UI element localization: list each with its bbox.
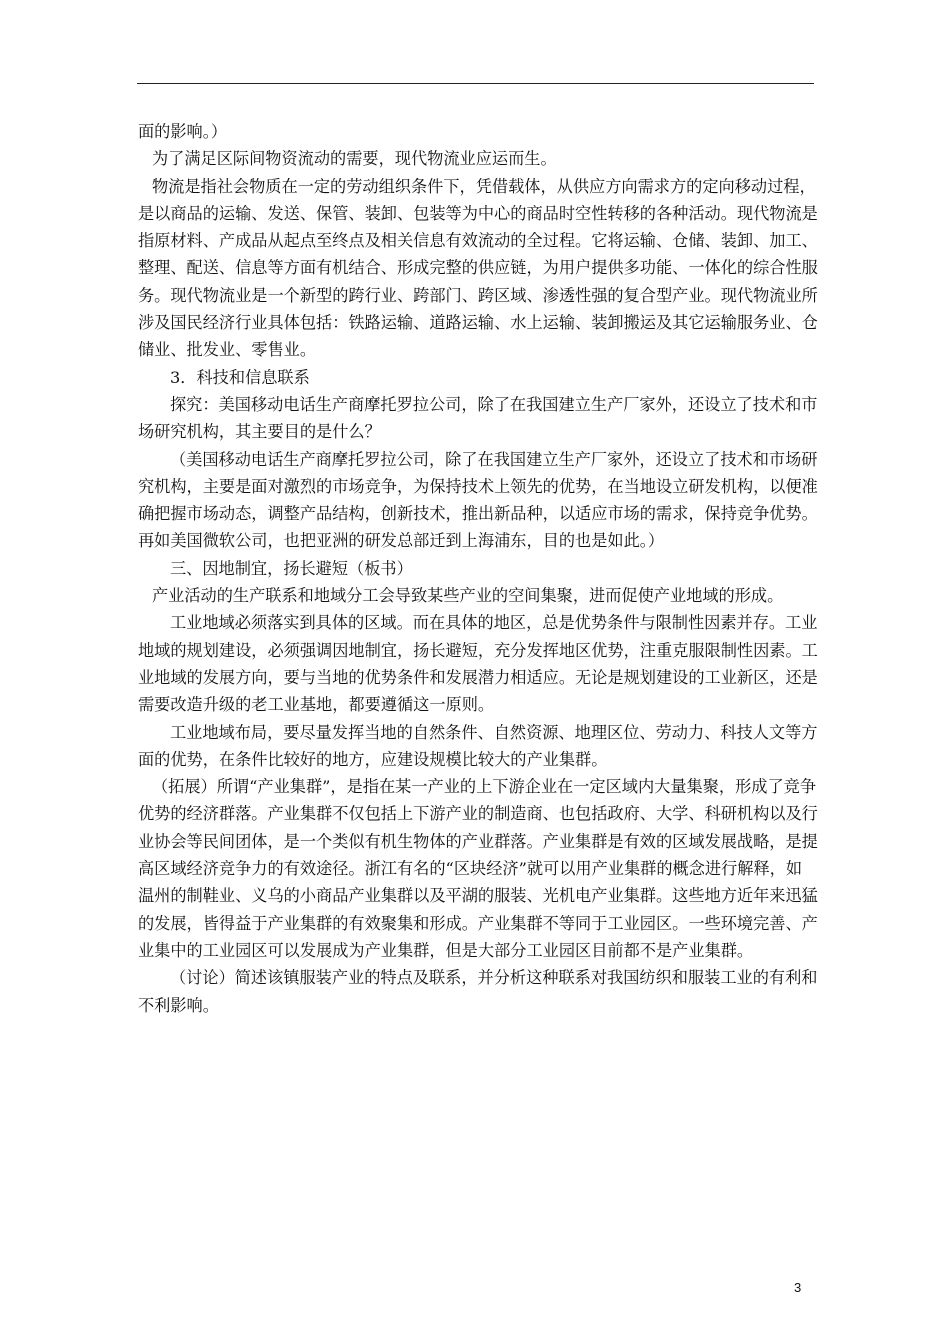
paragraph-spatial-agglomeration: 产业活动的生产联系和地域分工会导致某些产业的空间集聚，进而促使产业地域的形成。 (152, 586, 784, 606)
paragraph-inquiry-question: 探究：美国移动电话生产商摩托罗拉公司，除了在我国建立生产厂家外，还设立了技术和市场研究机构，其主要目的是什么？ (138, 394, 818, 442)
paragraph-inquiry-answer: （美国移动电话生产商摩托罗拉公司，除了在我国建立生产厂家外，还设立了技术和市场研究机构，主要是面对激烈的市场竞争，为保持技术上领先的优势，在当地设立研发机构，以便准确把握市场动态，调整产品结构，创新技术，推出新品种，以适应市场的需求，保持竞争优势。再如美国微软公司，也把亚洲的研发总部迁到上海浦东，目的也是如此。） (138, 449, 818, 551)
paragraph-continuation: 面的影响。） (138, 122, 228, 141)
paragraph-industrial-cluster: （拓展）所谓“产业集群”，是指在某一产业的上下游企业在一定区域内大量集聚，形成了竞争优势的经济群落。产业集群不仅包括上下游产业的制造商、也包括政府、大学、科研机构以及行业协会等民间团体，是一个类似有机生物体的产业群落。产业集群是有效的区域发展战略，是提高区域经济竞争力的有效途径。浙江有名的“区块经济”就可以用产业集群的概念进行解释，如温州的制鞋业、义乌的小商品产业集群以及平湖的服装、光机电产业集群。这些地方近年来迅猛的发展，皆得益于产业集群的有效聚集和形成。产业集群不等同于工业园区。一些环境完善、产业集中的工业园区可以发展成为产业集群，但是大部分工业园区目前都不是产业集群。 (138, 777, 818, 960)
document-body (138, 118, 818, 1019)
paragraph-industrial-layout: 工业地域布局，要尽量发挥当地的自然条件、自然资源、地理区位、劳动力、科技人文等方面的优势，在条件比较好的地方，应建设规模比较大的产业集群。 (138, 722, 818, 769)
paragraph-logistics-definition: 物流是指社会物质在一定的劳动组织条件下，凭借载体，从供应方向需求方的定向移动过程，是以商品的运输、发送、保管、装卸、包装等为中心的商品时空性转移的各种活动。现代物流是指原材料、产成品从起点至终点及相关信息有效流动的全过程。它将运输、仓储、装卸、加工、整理、配送、信息等方面有机结合、形成完整的供应链，为用户提供多功能、一体化的综合性服务。现代物流业是一个新型的跨行业、跨部门、跨区域、渗透性强的复合型产业。现代物流业所涉及国民经济行业具体包括：铁路运输、道路运输、水上运输、装卸搬运及其它运输服务业、仓储业、批发业、零售业。 (138, 176, 818, 360)
paragraph-industrial-region: 工业地域必须落实到具体的区域。而在具体的地区，总是优势条件与限制性因素并存。工业地域的规划建设，必须强调因地制宜，扬长避短，充分发挥地区优势，注重克服限制性因素。工业地域的发展方向，要与当地的优势条件和发展潜力相适应。无论是规划建设的工业新区，还是需要改造升级的老工业基地，都要遵循这一原则。 (138, 613, 818, 715)
section-heading-tech-info: 3．科技和信息联系 (170, 367, 310, 387)
section-heading-local-conditions: 三、因地制宜，扬长避短（板书） (170, 558, 413, 578)
paragraph-discussion: （讨论）简述该镇服装产业的特点及联系，并分析这种联系对我国纺织和服装工业的有利和不利影响。 (138, 968, 818, 1015)
header-rule (137, 83, 814, 84)
page-number: 3 (794, 1280, 802, 1295)
paragraph-logistics-intro: 为了满足区际间物资流动的需要，现代物流业应运而生。 (152, 149, 557, 169)
